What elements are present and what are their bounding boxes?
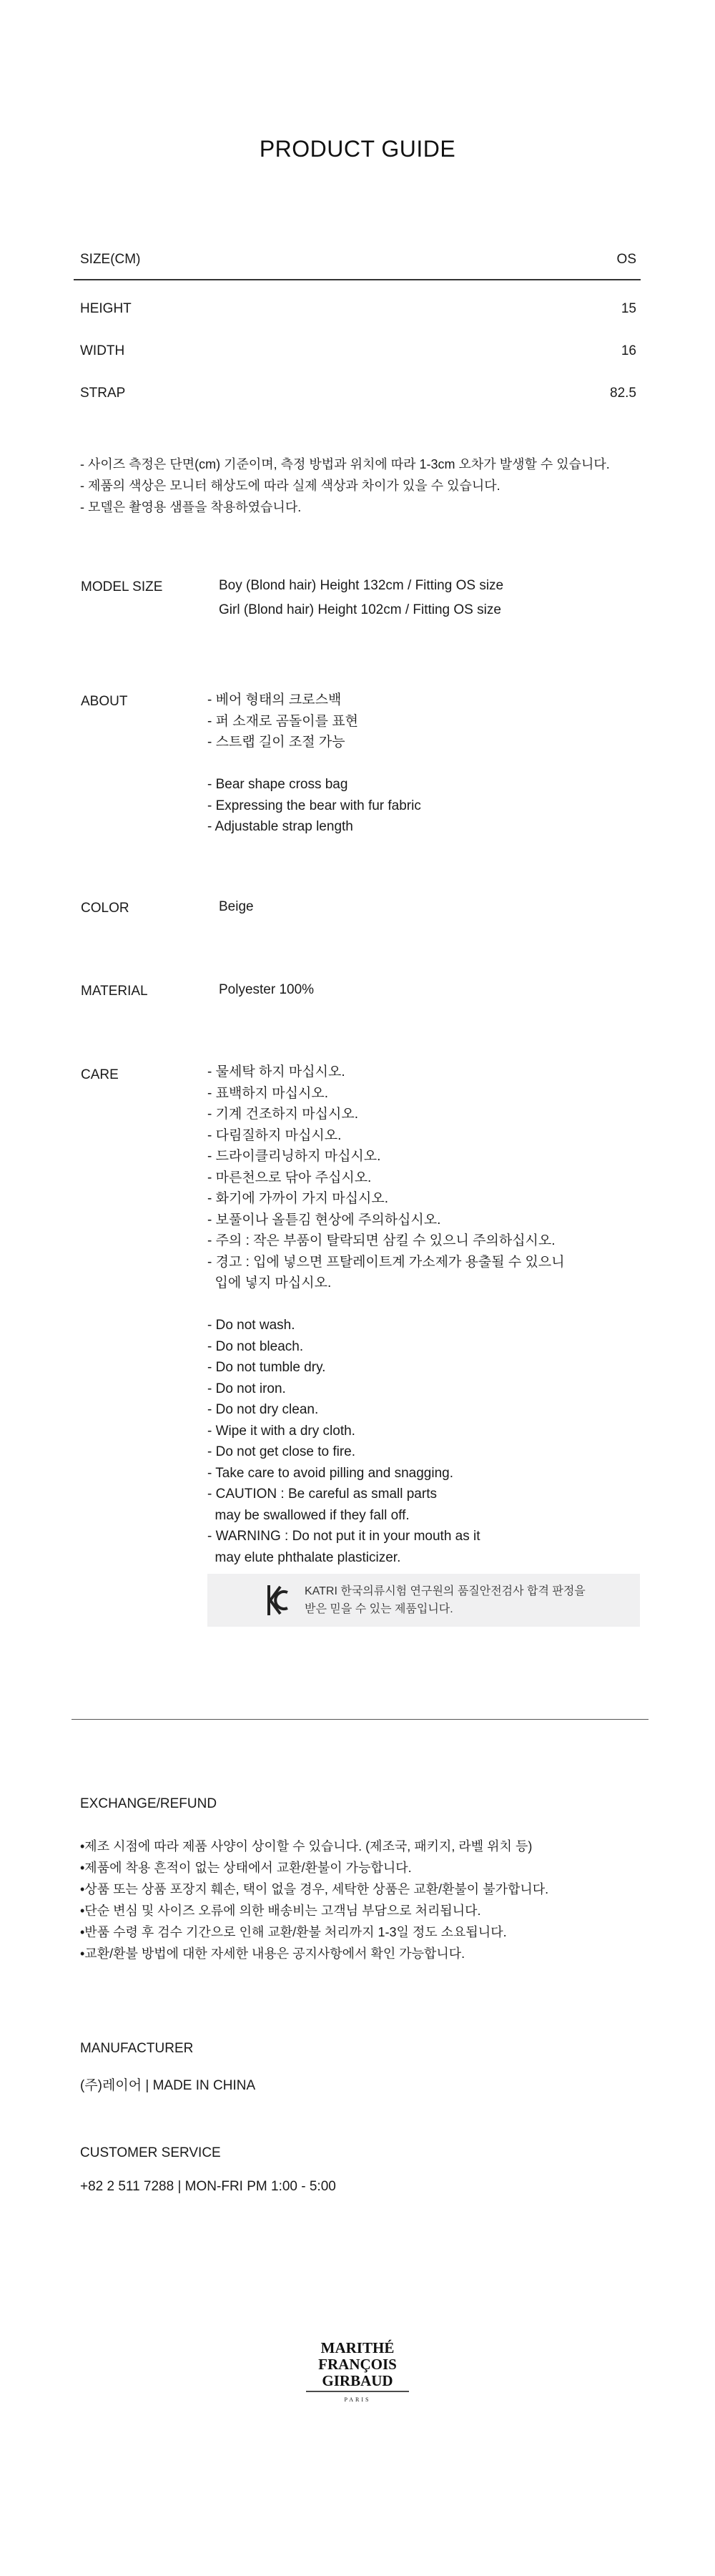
size-header-label: SIZE(CM) [80,252,141,267]
care-item-en: - Do not iron. [207,1381,286,1396]
exchange-line: •제조 시점에 따라 제품 사양이 상이할 수 있습니다. (제조국, 패키지, 라벨 위치 등) [80,1839,533,1853]
material-label: MATERIAL [81,984,148,999]
exchange-line: •상품 또는 상품 포장지 훼손, 택이 없을 경우, 세탁한 상품은 교환/환불이 불가합니다. [80,1882,549,1896]
model-size-line: Girl (Blond hair) Height 102cm / Fitting OS size [219,602,501,617]
about-item-en: - Bear shape cross bag [207,777,348,792]
exchange-line: •반품 수령 후 검수 기간으로 인해 교환/환불 처리까지 1-3일 정도 소요됩니다. [80,1925,507,1939]
size-row-strap [80,386,636,401]
care-item-ko: 입에 넣지 마십시오. [207,1275,332,1291]
logo-line-1: MARITHÉ [320,2339,395,2356]
care-item-en: - Do not get close to fire. [207,1444,355,1459]
care-item-en: - Do not tumble dry. [207,1360,326,1375]
care-item-en: - Do not bleach. [207,1338,304,1354]
care-item-en: - WARNING : Do not put it in your mouth as it [207,1529,480,1544]
care-item-en: - Do not dry clean. [207,1402,319,1417]
exchange-line: •단순 변심 및 사이즈 오류에 의한 배송비는 고객님 부담으로 처리됩니다. [80,1904,481,1918]
customer-service-value: +82 2 511 7288 | MON-FRI PM 1:00 - 5:00 [80,2179,336,2194]
about-item-ko: - 베어 형태의 크로스백 [207,692,342,707]
care-item-ko: - 주의 : 작은 부품이 탈락되면 삼킬 수 있으니 주의하십시오. [207,1233,556,1248]
size-row-label: WIDTH [80,343,125,358]
brand-logo [300,2336,415,2414]
manufacturer-title: MANUFACTURER [80,2041,194,2056]
color-label: COLOR [81,901,129,916]
about-item-ko: - 퍼 소재로 곰돌이를 표현 [207,713,358,729]
note-line: - 제품의 색상은 모니터 해상도에 따라 실제 색상과 차이가 있을 수 있습니다. [80,479,500,493]
about-item-ko: - 스트랩 길이 조절 가능 [207,735,345,750]
size-notes [80,454,610,518]
care-item-ko: - 마른천으로 닦아 주십시오. [207,1170,372,1185]
about-list [207,690,421,838]
exchange-line: •교환/환불 방법에 대한 자세한 내용은 공지사항에서 확인 가능합니다. [80,1946,465,1961]
logo-line-4: PARIS [344,2396,371,2403]
page-title: PRODUCT GUIDE [259,136,456,162]
care-item-ko: - 물세탁 하지 마십시오. [207,1064,345,1079]
care-item-en: - Take care to avoid pilling and snagging. [207,1465,453,1481]
care-item-ko: - 보풀이나 올튿김 현상에 주의하십시오. [207,1212,441,1228]
care-item-ko: - 다림질하지 마십시오. [207,1127,342,1143]
model-size-values [219,574,503,622]
about-item-en: - Adjustable strap length [207,819,353,834]
care-item-en: may elute phthalate plasticizer. [207,1549,401,1565]
section-divider [72,1719,649,1720]
size-row-label: HEIGHT [80,301,132,316]
kc-notice-text [305,1582,586,1618]
size-row-height [80,301,636,317]
size-header-value: OS [616,252,636,267]
kc-notice-line: KATRI 한국의류시험 연구원의 품질안전검사 합격 판정을 [305,1585,586,1597]
care-item-ko: - 경고 : 입에 넣으면 프탈레이트계 가소제가 용출될 수 있으니 [207,1254,565,1270]
exchange-line: •제품에 착용 흔적이 없는 상태에서 교환/환불이 가능합니다. [80,1861,412,1875]
color-value: Beige [219,899,254,914]
care-list [207,1062,565,1568]
note-line: - 사이즈 측정은 단면(cm) 기준이며, 측정 방법과 위치에 따라 1-3cm 오차가 발생할 수 있습니다. [80,457,610,471]
care-item-en: - Do not wash. [207,1318,295,1333]
exchange-list [80,1836,548,1964]
manufacturer-value: (주)레이어 | MADE IN CHINA [80,2078,256,2093]
model-size-label: MODEL SIZE [81,579,163,594]
care-item-ko: - 표백하지 마십시오. [207,1085,328,1101]
care-item-ko: - 기계 건조하지 마십시오. [207,1107,358,1122]
care-item-en: - CAUTION : Be careful as small parts [207,1487,437,1502]
logo-line-2: FRANÇOIS [318,2356,397,2373]
size-row-label: STRAP [80,386,126,401]
size-table-header [80,252,636,268]
note-line: - 모델은 촬영용 샘플을 착용하였습니다. [80,500,302,514]
kc-certification-icon [266,1582,290,1618]
about-label: ABOUT [81,694,128,709]
size-table-divider [74,279,641,280]
exchange-title: EXCHANGE/REFUND [80,1796,217,1811]
care-item-ko: - 드라이클리닝하지 마십시오. [207,1149,381,1164]
logo-line-3: GIRBAUD [322,2372,393,2389]
care-item-en: - Wipe it with a dry cloth. [207,1423,355,1439]
size-row-value: 16 [621,343,636,358]
kc-notice-line: 받은 믿을 수 있는 제품입니다. [305,1603,453,1615]
model-size-line: Boy (Blond hair) Height 132cm / Fitting OS size [219,578,504,593]
care-item-ko: - 화기에 가까이 가지 마십시오. [207,1191,388,1206]
about-item-en: - Expressing the bear with fur fabric [207,798,421,813]
size-row-width [80,343,636,359]
size-row-value: 15 [621,301,636,316]
care-item-en: may be swallowed if they fall off. [207,1507,410,1523]
size-row-value: 82.5 [610,386,636,401]
material-value: Polyester 100% [219,982,315,997]
care-label: CARE [81,1067,119,1082]
customer-service-title: CUSTOMER SERVICE [80,2145,221,2160]
